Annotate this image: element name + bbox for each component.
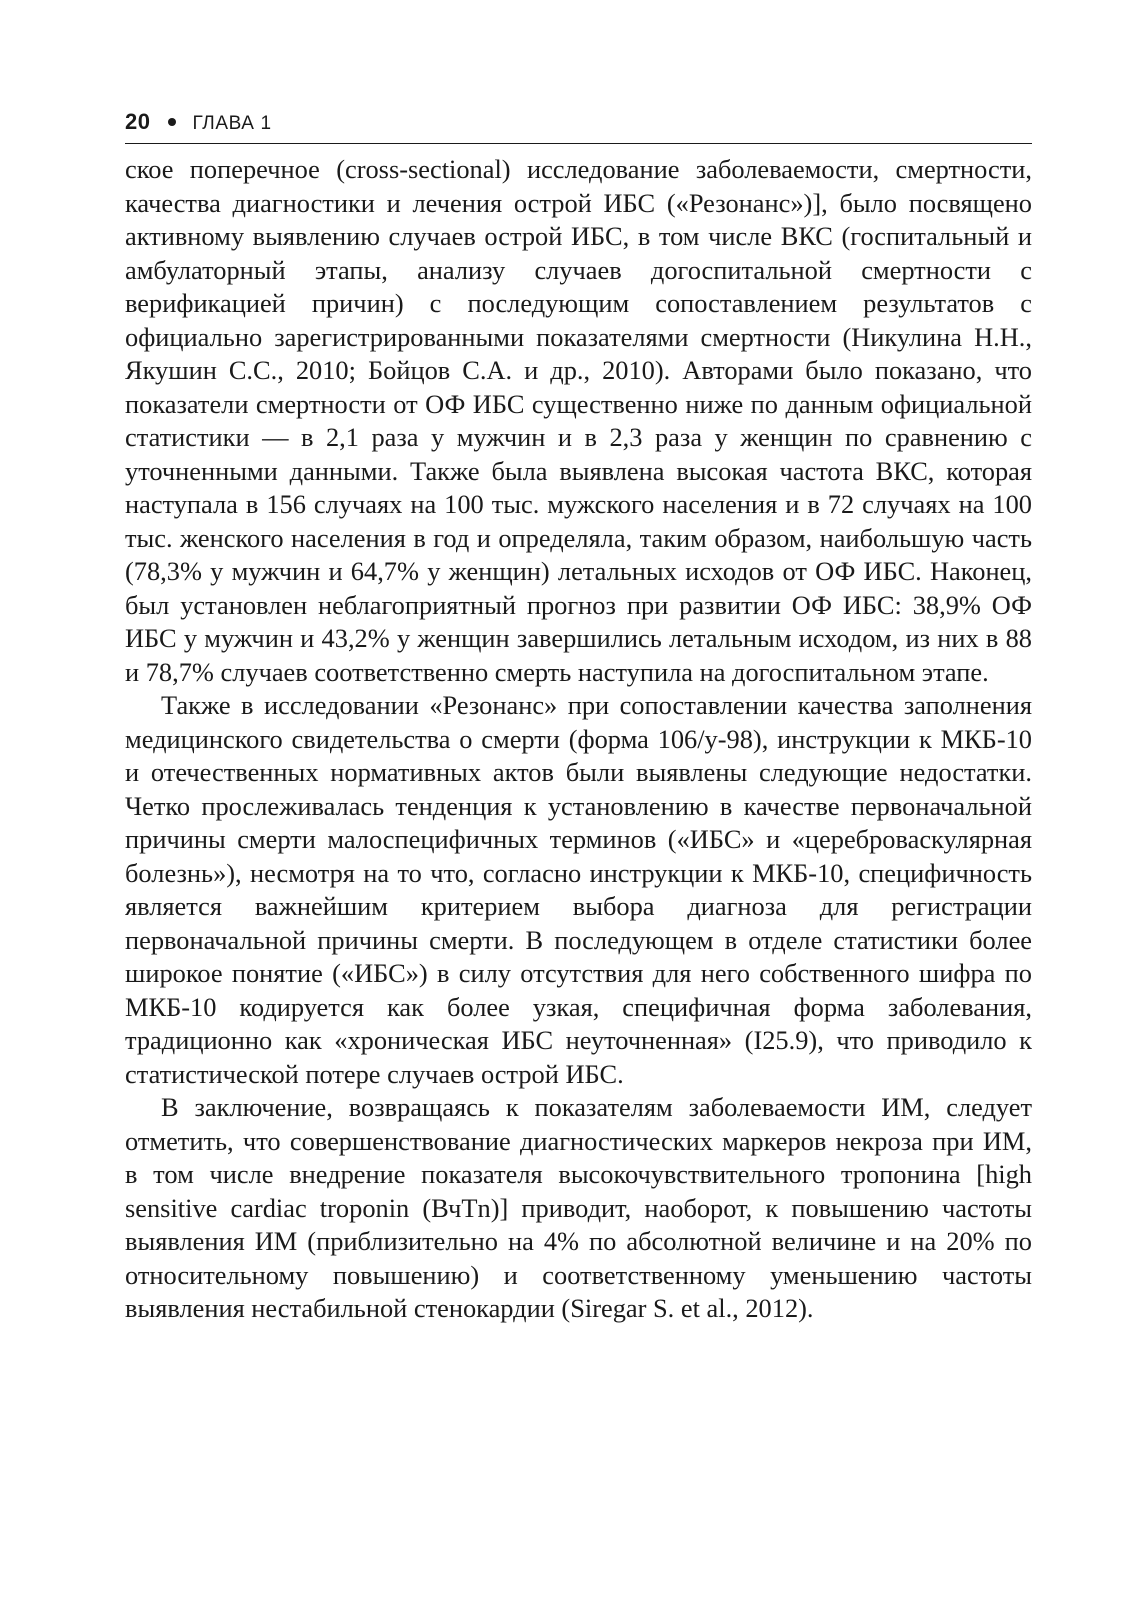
bullet-icon (168, 118, 176, 126)
paragraph-2: Также в исследовании «Резонанс» при сопоставлении качества заполнения медицинского свидетельства о смерти (форма 106/у-98), инструкции к МКБ-10 и отечественных нормативных актов были выявлены следующие недостатки. Четко прослеживалась тенденция к установлению в качестве первоначальной причины смерти малоспецифичных терминов («ИБС» и «цереброваскулярная болезнь»), несмотря на то что, согласно инструкции к МКБ-10, специфичность является важнейшим критерием выбора диагноза для регистрации первоначальной причины смерти. В последующем в отделе статистики более широкое понятие («ИБС») в силу отсутствия для него собственного шифра по МКБ-10 кодируется как более узкая, специфичная форма заболевания, традиционно как «хроническая ИБС неуточненная» (I25.9), что приводило к статистической потере случаев острой ИБС. (125, 690, 1032, 1089)
paragraph-3: В заключение, возвращаясь к показателям заболеваемости ИМ, следует отметить, что совершенствование диагностических маркеров некроза при ИМ, в том числе внедрение показателя высокочувствительного тропонина [high sensitive cardiac troponin (ВчTn)] приводит, наоборот, к повышению частоты выявления ИМ (приблизительно на 4% по абсолютной величине и на 20% по относительному повышению) и соответственному уменьшению частоты выявления нестабильной стенокардии (Siregar S. et al., 2012). (125, 1092, 1032, 1323)
running-header (125, 108, 1032, 144)
page-number: 20 (125, 109, 151, 134)
chapter-title: ГЛАВА 1 (192, 113, 272, 134)
body-text (125, 153, 1032, 1326)
paragraph-1: ское поперечное (cross-sectional) исследование заболеваемости, смертности, качества диагностики и лечения острой ИБС («Резонанс»)], было посвящено активному выявлению случаев острой ИБС, в том числе ВКС (госпитальный и амбулаторный этапы, анализу случаев догоспитальной смертности с верификацией причин) с последующим сопоставлением результатов с официально зарегистрированными показателями смертности (Никулина Н.Н., Якушин С.С., 2010; Бойцов С.А. и др., 2010). Авторами было показано, что показатели смертности от ОФ ИБС существенно ниже по данным официальной статистики — в 2,1 раза у мужчин и в 2,3 раза у женщин по сравнению с уточненными данными. Также была выявлена высокая частота ВКС, которая наступала в 156 случаях на 100 тыс. мужского населения и в 72 случаях на 100 тыс. женского населения в год и определяла, таким образом, наибольшую часть (78,3% у мужчин и 64,7% у женщин) летальных исходов от ОФ ИБС. Наконец, был установлен неблагоприятный прогноз при развитии ОФ ИБС: 38,9% ОФ ИБС у мужчин и 43,2% у женщин завершились летальным исходом, из них в 88 и 78,7% случаев соответственно смерть наступила на догоспитальном этапе. (125, 154, 1032, 687)
book-page (125, 108, 1032, 1326)
